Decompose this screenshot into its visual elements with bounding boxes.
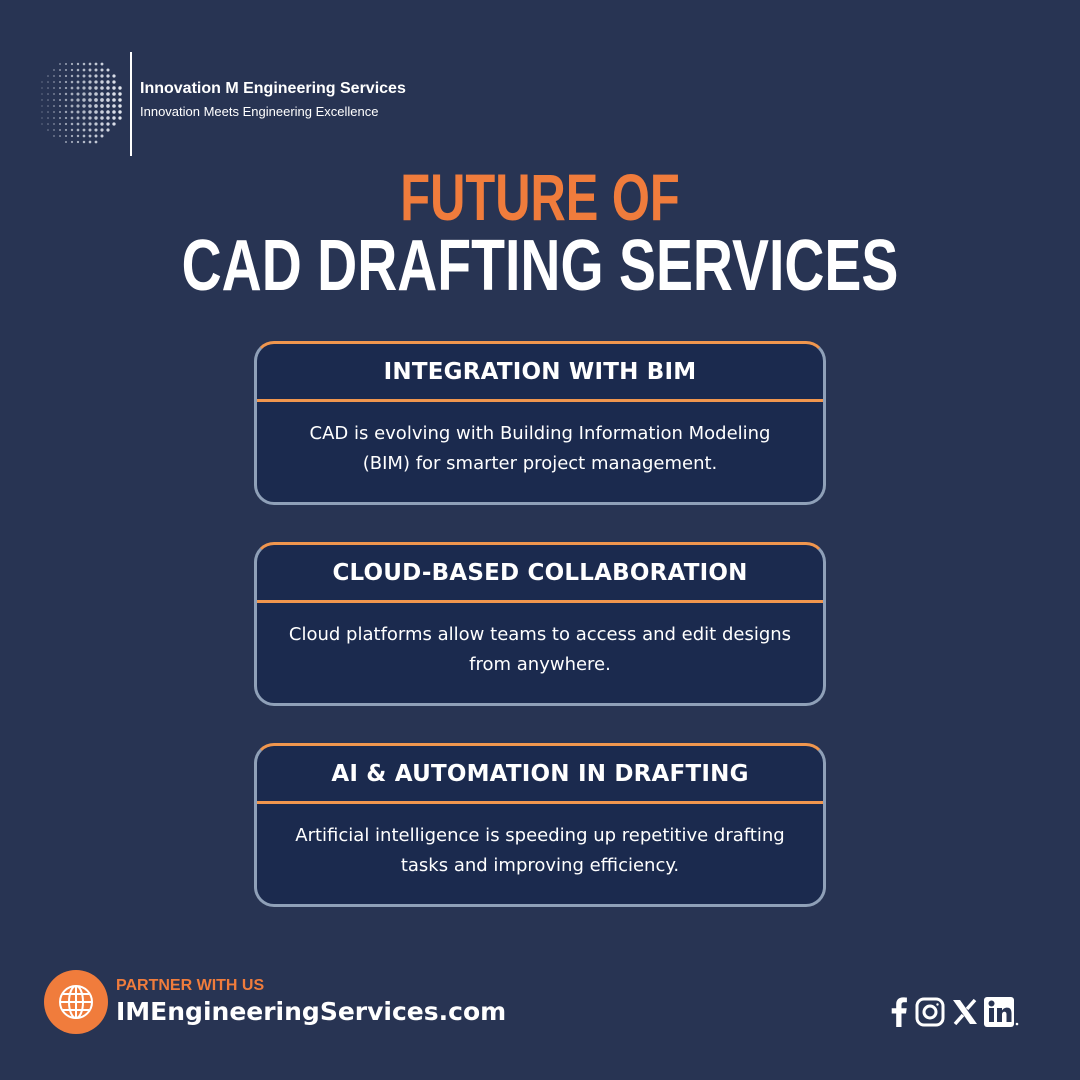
- card-heading: AI & AUTOMATION IN DRAFTING: [257, 746, 823, 804]
- instagram-icon[interactable]: [914, 996, 946, 1028]
- globe-icon[interactable]: [44, 970, 108, 1034]
- brand-name: Innovation M Engineering Services: [140, 80, 406, 97]
- facebook-icon[interactable]: [888, 996, 910, 1028]
- card-bim: [254, 341, 826, 505]
- card-body: Cloud platforms allow teams to access and edit designs from anywhere.: [288, 624, 792, 675]
- linkedin-icon[interactable]: [984, 996, 1020, 1028]
- website-link[interactable]: IMEngineeringServices.com: [116, 997, 507, 1026]
- card-body: Artificial intelligence is speeding up repetitive drafting tasks and improving efficiency.: [295, 825, 785, 876]
- card-heading: CLOUD-BASED COLLABORATION: [257, 545, 823, 603]
- cta-label: PARTNER WITH US: [116, 977, 265, 994]
- card-heading: INTEGRATION WITH BIM: [257, 344, 823, 402]
- brand-tagline: Innovation Meets Engineering Excellence: [140, 104, 379, 119]
- card-body: CAD is evolving with Building Information Modeling (BIM) for smarter project management.: [309, 423, 771, 474]
- logo-divider: [130, 52, 132, 156]
- card-cloud: [254, 542, 826, 706]
- x-icon[interactable]: [950, 996, 980, 1028]
- page-title-line2: CAD DRAFTING SERVICES: [181, 226, 899, 306]
- card-ai: [254, 743, 826, 907]
- page-title-line1: FUTURE OF: [400, 160, 680, 234]
- dotted-globe-icon: [34, 50, 126, 154]
